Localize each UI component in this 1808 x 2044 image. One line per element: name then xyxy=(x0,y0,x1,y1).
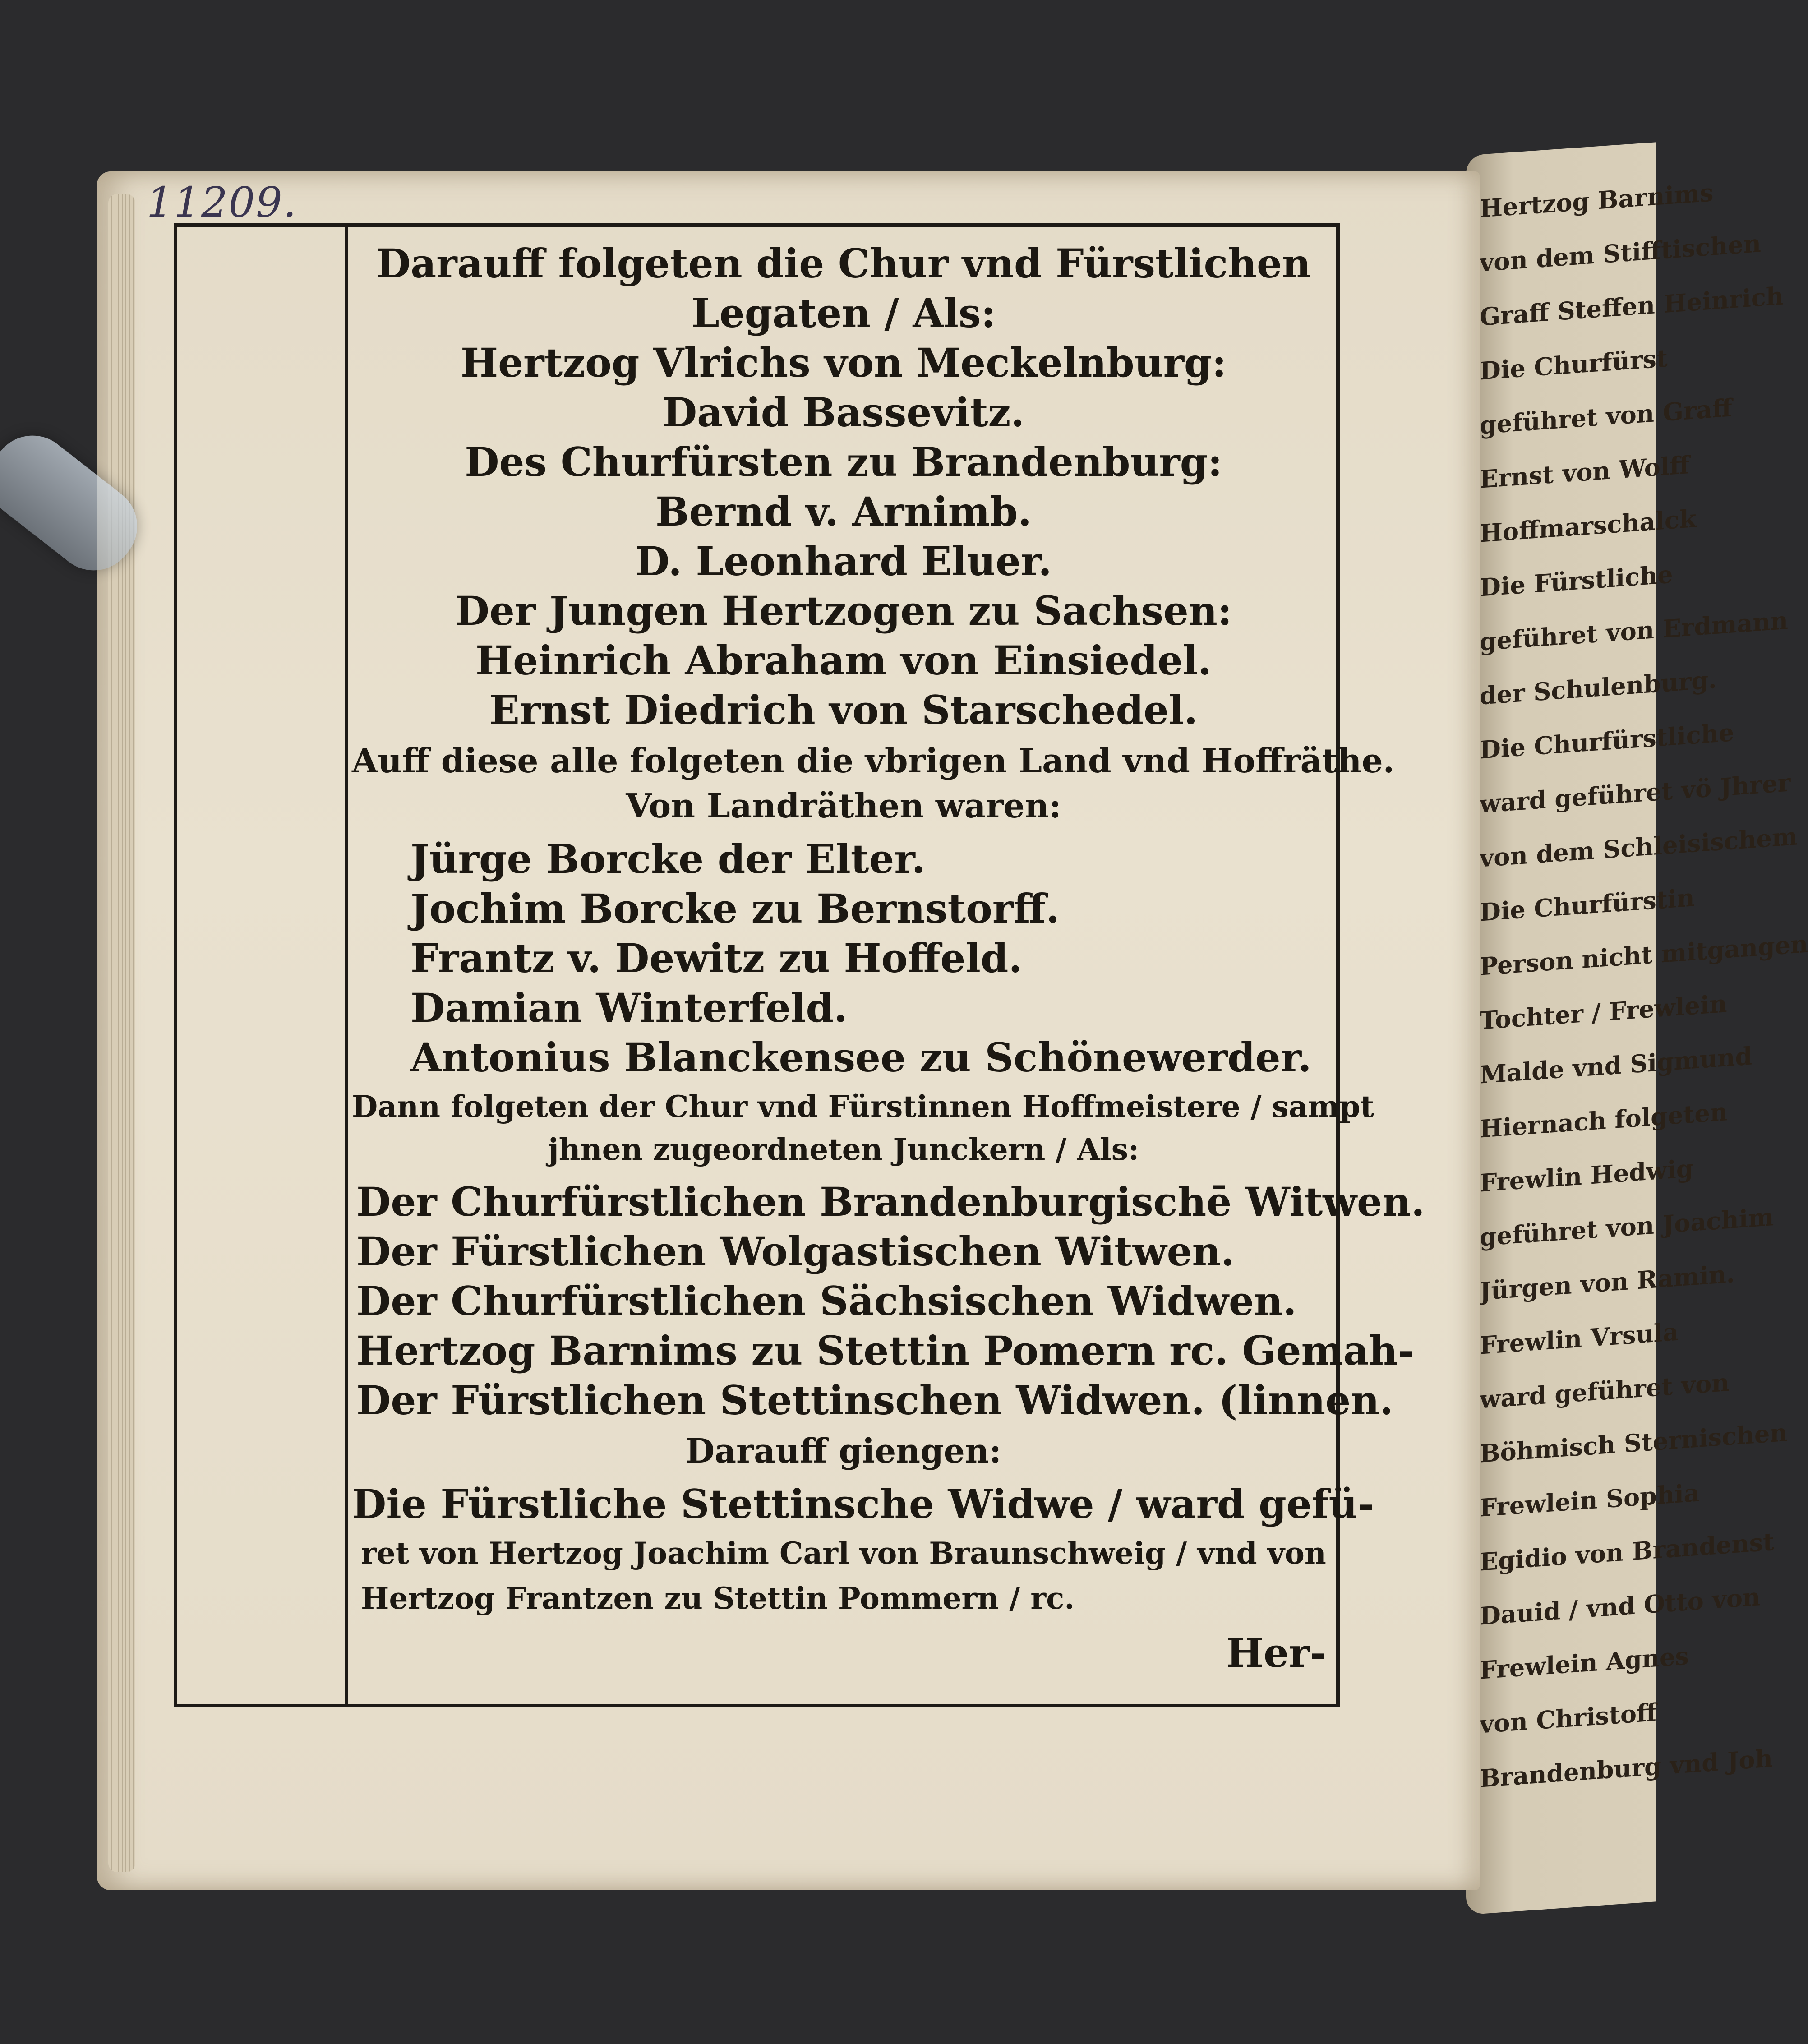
facing-line: der Schulenburg. xyxy=(1480,664,1717,711)
text-line: Jochim Borcke zu Bernstorff. xyxy=(410,885,1060,932)
facing-line: Frewlein Sophia xyxy=(1480,1478,1700,1523)
text-line: Auff diese alle folgeten die vbrigen Land vnd Hoffräthe. xyxy=(352,742,1395,780)
facing-line: Egidio von Brandenst xyxy=(1480,1527,1775,1577)
text-line: Darauff giengen: xyxy=(685,1432,1002,1471)
facing-page xyxy=(1466,142,1808,1915)
text-line: Der Fürstlichen Stettinschen Widwen. (linnen. xyxy=(356,1377,1393,1424)
facing-line: Frewlein Agnes xyxy=(1480,1641,1689,1685)
folio-number: 11209. xyxy=(147,178,297,226)
text-line: Legaten / Als: xyxy=(691,290,996,337)
text-line: Die Fürstliche Stettinsche Widwe / ward gefü- xyxy=(352,1481,1374,1527)
text-line: Der Fürstlichen Wolgastischen Witwen. xyxy=(356,1228,1235,1275)
text-line: ret von Hertzog Joachim Carl von Braunschweig / vnd von xyxy=(361,1536,1326,1571)
facing-line: geführet von Graff xyxy=(1480,393,1732,440)
facing-line: Hiernach folgeten xyxy=(1480,1097,1728,1144)
facing-line: Brandenburg vnd Joh xyxy=(1480,1744,1773,1793)
text-line: Hertzog Frantzen zu Stettin Pommern / rc. xyxy=(361,1581,1075,1616)
facing-line: Malde vnd Sigmund xyxy=(1480,1041,1753,1089)
facing-line: Dauid / vnd Otto von xyxy=(1480,1582,1761,1631)
facing-line: Böhmisch Sternischen xyxy=(1480,1417,1788,1468)
facing-line: Ernst von Wolff xyxy=(1480,450,1690,494)
facing-line: von dem Schleisischem xyxy=(1480,821,1798,873)
facing-line: Die Churfürstliche xyxy=(1480,718,1734,765)
facing-line: von Christoff xyxy=(1480,1698,1657,1739)
facing-line: ward geführet vö Jhrer xyxy=(1480,768,1791,819)
facing-line: geführet von Erdmann xyxy=(1480,605,1788,656)
page-text xyxy=(352,235,1425,1701)
text-line: D. Leonhard Eluer. xyxy=(635,538,1052,585)
facing-line: Die Churfürstin xyxy=(1480,883,1695,927)
facing-line: geführet von Joachim xyxy=(1480,1202,1774,1252)
facing-line: Frewlin Hedwig xyxy=(1480,1153,1693,1198)
text-line: Darauff folgeten die Chur vnd Fürstlichen xyxy=(376,240,1311,287)
catchword: Her- xyxy=(1226,1629,1326,1676)
text-line: Hertzog Barnims zu Stettin Pomern rc. Gemah- xyxy=(356,1327,1415,1374)
facing-line: von dem Stifftischen xyxy=(1480,228,1761,277)
text-line: Jürge Borcke der Elter. xyxy=(410,835,926,882)
text-line: Bernd v. Arnimb. xyxy=(655,488,1032,535)
text-line: Von Landräthen waren: xyxy=(626,787,1061,826)
text-line: Heinrich Abraham von Einsiedel. xyxy=(475,637,1212,684)
text-line: Damian Winterfeld. xyxy=(410,984,848,1031)
text-line: jhnen zugeordneten Junckern / Als: xyxy=(548,1132,1139,1167)
facing-line: Die Churfürst xyxy=(1480,343,1668,386)
text-line: Der Churfürstlichen Brandenburgischē Witwen. xyxy=(356,1178,1425,1225)
facing-line: Tochter / Frewlein xyxy=(1480,989,1727,1035)
text-line: Dann folgeten der Chur vnd Fürstinnen Hoffmeistere / sampt xyxy=(352,1089,1374,1124)
text-line: Ernst Diedrich von Starschedel. xyxy=(489,687,1198,734)
text-line: Hertzog Vlrichs von Meckelnburg: xyxy=(461,339,1227,386)
text-line: Antonius Blanckensee zu Schönewerder. xyxy=(410,1034,1312,1081)
text-line: Der Churfürstlichen Sächsischen Widwen. xyxy=(356,1278,1297,1324)
text-line: Frantz v. Dewitz zu Hoffeld. xyxy=(410,935,1023,982)
facing-line: Person nicht mitgangen xyxy=(1480,929,1808,981)
text-line: Des Churfürsten zu Brandenburg: xyxy=(465,438,1222,485)
page-edges xyxy=(108,194,135,1872)
facing-line: Jürgen von Ramin. xyxy=(1480,1259,1735,1306)
facing-line: Hoffmarschalck xyxy=(1480,504,1697,548)
facing-line: Frewlin Vrsula xyxy=(1480,1317,1679,1360)
facing-page-text xyxy=(1480,170,1808,1806)
text-line: David Bassevitz. xyxy=(662,389,1025,436)
facing-line: Die Fürstliche xyxy=(1480,559,1673,602)
facing-line: Hertzog Barnims xyxy=(1480,178,1714,223)
text-line: Der Jungen Hertzogen zu Sachsen: xyxy=(455,587,1232,634)
margin-rule xyxy=(345,223,348,1707)
facing-line: ward geführet von xyxy=(1480,1367,1730,1414)
facing-line: Graff Steffen Heinrich xyxy=(1480,281,1784,332)
